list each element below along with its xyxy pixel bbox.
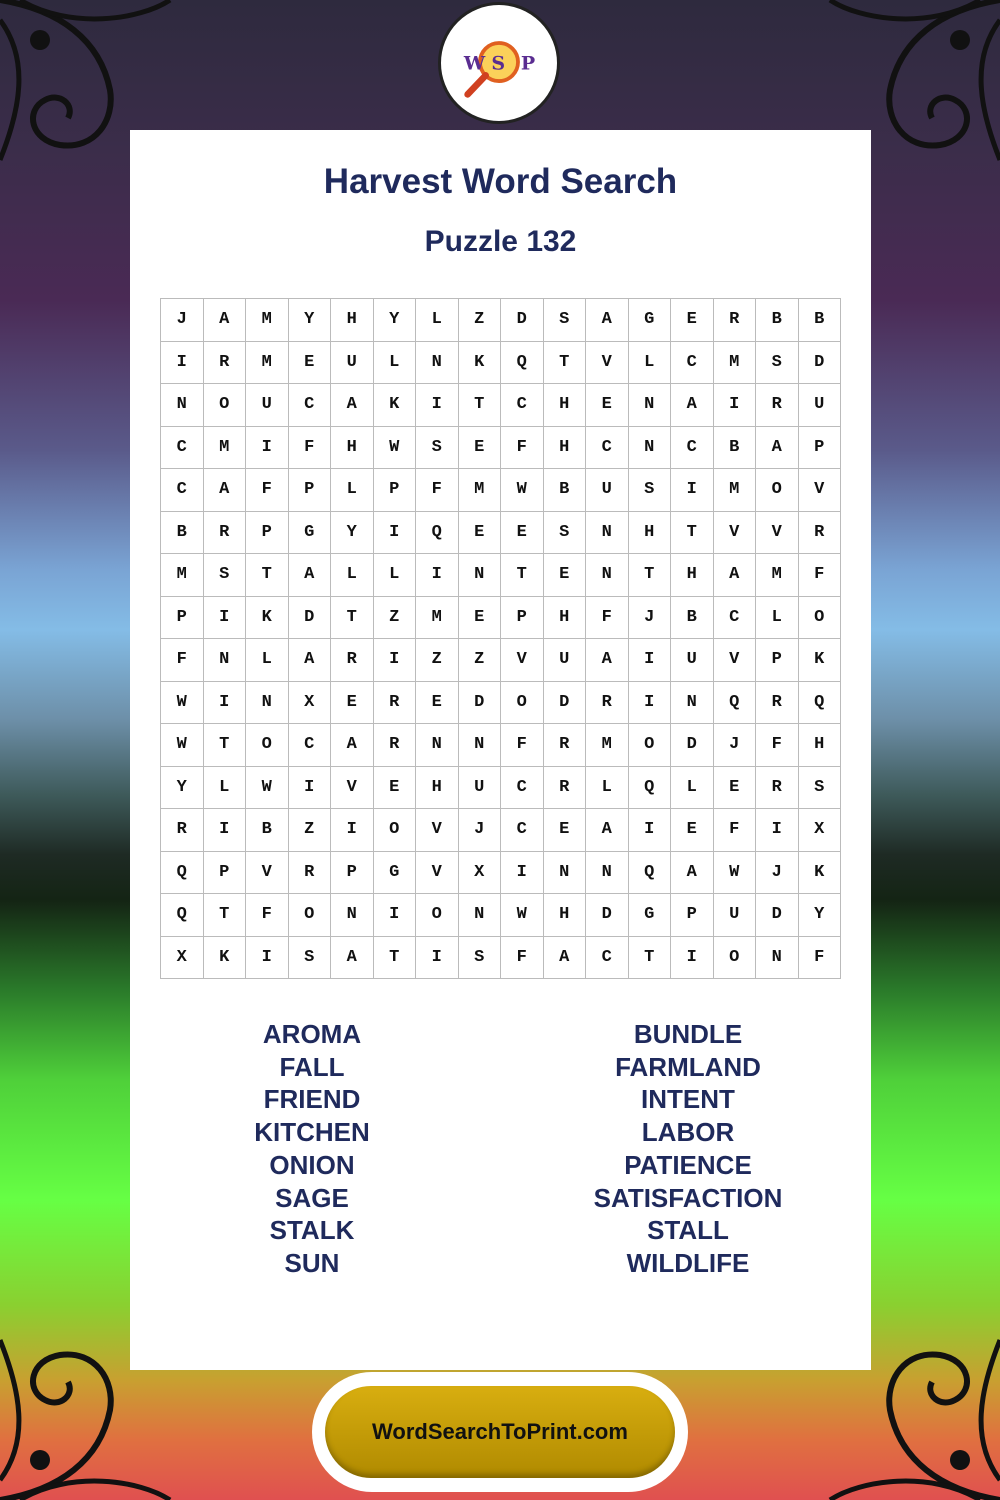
grid-cell[interactable]: S	[459, 937, 502, 980]
word-list-item: FALL	[279, 1051, 345, 1082]
grid-cell[interactable]: N	[246, 682, 289, 725]
grid-cell[interactable]: C	[501, 384, 544, 427]
grid-cell[interactable]: M	[586, 724, 629, 767]
grid-cell[interactable]: B	[671, 597, 714, 640]
grid-cell[interactable]: R	[204, 512, 247, 555]
grid-cell[interactable]: C	[289, 724, 332, 767]
grid-cell[interactable]: L	[374, 554, 417, 597]
grid-cell[interactable]: P	[204, 852, 247, 895]
grid-cell[interactable]: Y	[374, 299, 417, 342]
grid-cell[interactable]: W	[246, 767, 289, 810]
grid-cell[interactable]: M	[459, 469, 502, 512]
grid-cell[interactable]: O	[204, 384, 247, 427]
grid-cell[interactable]: I	[246, 937, 289, 980]
grid-cell[interactable]: N	[459, 724, 502, 767]
grid-cell[interactable]: R	[544, 767, 587, 810]
grid-cell[interactable]: L	[416, 299, 459, 342]
grid-cell[interactable]: Q	[714, 682, 757, 725]
grid-cell[interactable]: P	[374, 469, 417, 512]
grid-cell[interactable]: F	[586, 597, 629, 640]
grid-cell[interactable]: D	[289, 597, 332, 640]
grid-cell[interactable]: G	[289, 512, 332, 555]
grid-cell[interactable]: T	[374, 937, 417, 980]
grid-cell[interactable]: F	[501, 937, 544, 980]
grid-cell[interactable]: W	[714, 852, 757, 895]
grid-cell[interactable]: C	[671, 427, 714, 470]
page-title: Harvest Word Search	[323, 162, 678, 201]
grid-cell[interactable]: M	[714, 342, 757, 385]
grid-cell[interactable]: L	[246, 639, 289, 682]
grid-cell[interactable]: A	[331, 937, 374, 980]
grid-cell[interactable]: Y	[161, 767, 204, 810]
grid-cell[interactable]: K	[799, 639, 842, 682]
grid-cell[interactable]: U	[544, 639, 587, 682]
grid-cell[interactable]: E	[544, 554, 587, 597]
grid-cell[interactable]: J	[459, 809, 502, 852]
word-list-item: AROMA	[262, 1019, 362, 1049]
grid-cell[interactable]: C	[714, 597, 757, 640]
grid-cell[interactable]: E	[586, 384, 629, 427]
grid-cell[interactable]: G	[629, 894, 672, 937]
grid-cell[interactable]: N	[586, 852, 629, 895]
grid-cell[interactable]: N	[671, 682, 714, 725]
grid-cell[interactable]: N	[459, 894, 502, 937]
word-list-item: ONION	[269, 1149, 355, 1180]
website-link-button[interactable]: WordSearchToPrint.com	[325, 1386, 675, 1478]
grid-cell[interactable]: A	[331, 724, 374, 767]
logo-letter-w: W	[463, 52, 486, 75]
grid-cell[interactable]: X	[459, 852, 502, 895]
grid-cell[interactable]: I	[204, 597, 247, 640]
grid-cell[interactable]: O	[416, 894, 459, 937]
grid-cell[interactable]: R	[374, 682, 417, 725]
grid-cell[interactable]: C	[161, 469, 204, 512]
grid-cell[interactable]: O	[246, 724, 289, 767]
grid-cell[interactable]: A	[204, 469, 247, 512]
grid-cell[interactable]: A	[204, 299, 247, 342]
grid-cell[interactable]: C	[501, 767, 544, 810]
grid-cell[interactable]: O	[714, 937, 757, 980]
grid-cell[interactable]: J	[161, 299, 204, 342]
grid-cell[interactable]: L	[756, 597, 799, 640]
grid-cell[interactable]: T	[629, 937, 672, 980]
grid-cell[interactable]: M	[714, 469, 757, 512]
grid-cell[interactable]: F	[246, 894, 289, 937]
grid-cell[interactable]: K	[204, 937, 247, 980]
word-list-item: KITCHEN	[254, 1117, 370, 1148]
grid-cell[interactable]: T	[204, 894, 247, 937]
grid-cell[interactable]: R	[204, 342, 247, 385]
word-list-item: SUN	[284, 1247, 340, 1278]
grid-cell[interactable]: E	[671, 299, 714, 342]
grid-cell[interactable]: I	[416, 937, 459, 980]
grid-cell[interactable]: A	[544, 937, 587, 980]
grid-cell[interactable]: P	[289, 469, 332, 512]
grid-cell[interactable]: B	[246, 809, 289, 852]
grid-cell[interactable]: Z	[416, 639, 459, 682]
grid-cell[interactable]: F	[289, 427, 332, 470]
grid-cell[interactable]: I	[204, 682, 247, 725]
grid-cell[interactable]: V	[756, 512, 799, 555]
grid-cell[interactable]: M	[246, 299, 289, 342]
grid-cell[interactable]: L	[629, 342, 672, 385]
grid-cell[interactable]: R	[756, 767, 799, 810]
grid-cell[interactable]: F	[161, 639, 204, 682]
grid-cell[interactable]: A	[586, 639, 629, 682]
grid-cell[interactable]: B	[161, 512, 204, 555]
grid-cell[interactable]: O	[799, 597, 842, 640]
grid-cell[interactable]: U	[671, 639, 714, 682]
grid-cell[interactable]: V	[416, 852, 459, 895]
grid-cell[interactable]: R	[756, 682, 799, 725]
grid-cell[interactable]: N	[629, 427, 672, 470]
grid-cell[interactable]: L	[331, 469, 374, 512]
grid-cell[interactable]: N	[204, 639, 247, 682]
grid-cell[interactable]: D	[501, 299, 544, 342]
grid-cell[interactable]: Z	[459, 299, 502, 342]
grid-cell[interactable]: H	[544, 384, 587, 427]
grid-cell[interactable]: R	[714, 299, 757, 342]
grid-cell[interactable]: Q	[629, 852, 672, 895]
grid-cell[interactable]: L	[204, 767, 247, 810]
grid-cell[interactable]: E	[544, 809, 587, 852]
grid-cell[interactable]: V	[331, 767, 374, 810]
grid-cell[interactable]: E	[671, 809, 714, 852]
grid-cell[interactable]: Y	[799, 894, 842, 937]
grid-cell[interactable]: Q	[629, 767, 672, 810]
grid-cell[interactable]: M	[416, 597, 459, 640]
grid-cell[interactable]: N	[331, 894, 374, 937]
grid-cell[interactable]: A	[756, 427, 799, 470]
grid-cell[interactable]: H	[331, 427, 374, 470]
grid-cell[interactable]: T	[501, 554, 544, 597]
grid-cell[interactable]: Z	[374, 597, 417, 640]
grid-cell[interactable]: D	[671, 724, 714, 767]
grid-cell[interactable]: W	[501, 469, 544, 512]
grid-cell[interactable]: P	[799, 427, 842, 470]
grid-cell[interactable]: F	[799, 937, 842, 980]
grid-cell[interactable]: T	[671, 512, 714, 555]
grid-cell[interactable]: U	[799, 384, 842, 427]
grid-cell[interactable]: N	[629, 384, 672, 427]
grid-cell[interactable]: M	[756, 554, 799, 597]
grid-cell[interactable]: T	[544, 342, 587, 385]
logo-letter-s: S	[491, 52, 506, 75]
grid-cell[interactable]: E	[374, 767, 417, 810]
grid-cell[interactable]: U	[586, 469, 629, 512]
grid-cell[interactable]: A	[714, 554, 757, 597]
grid-cell[interactable]: D	[756, 894, 799, 937]
grid-cell[interactable]: P	[501, 597, 544, 640]
word-list-item: FARMLAND	[615, 1051, 761, 1082]
grid-cell[interactable]: H	[544, 894, 587, 937]
grid-cell[interactable]: I	[714, 384, 757, 427]
grid-cell[interactable]: U	[331, 342, 374, 385]
grid-cell[interactable]: Q	[161, 852, 204, 895]
grid-cell[interactable]: N	[416, 342, 459, 385]
grid-cell[interactable]: C	[289, 384, 332, 427]
grid-cell[interactable]: I	[629, 639, 672, 682]
grid-cell[interactable]: A	[289, 639, 332, 682]
grid-cell[interactable]: O	[629, 724, 672, 767]
grid-cell[interactable]: L	[586, 767, 629, 810]
grid-cell[interactable]: V	[714, 512, 757, 555]
grid-cell[interactable]: F	[501, 724, 544, 767]
grid-cell[interactable]: F	[501, 427, 544, 470]
grid-cell[interactable]: H	[799, 724, 842, 767]
grid-cell[interactable]: T	[629, 554, 672, 597]
grid-cell[interactable]: N	[544, 852, 587, 895]
grid-cell[interactable]: N	[586, 512, 629, 555]
grid-cell[interactable]: X	[161, 937, 204, 980]
grid-cell[interactable]: E	[459, 597, 502, 640]
grid-cell[interactable]: H	[629, 512, 672, 555]
grid-cell[interactable]: S	[416, 427, 459, 470]
grid-cell[interactable]: Z	[459, 639, 502, 682]
grid-cell[interactable]: O	[289, 894, 332, 937]
grid-cell[interactable]: A	[289, 554, 332, 597]
grid-cell[interactable]: M	[161, 554, 204, 597]
grid-cell[interactable]: F	[416, 469, 459, 512]
grid-cell[interactable]: V	[799, 469, 842, 512]
grid-cell[interactable]: P	[161, 597, 204, 640]
grid-cell[interactable]: T	[331, 597, 374, 640]
grid-cell[interactable]: M	[204, 427, 247, 470]
word-list-item: STALK	[269, 1215, 355, 1246]
grid-cell[interactable]: E	[459, 427, 502, 470]
grid-cell[interactable]: U	[459, 767, 502, 810]
grid-cell[interactable]: S	[756, 342, 799, 385]
grid-cell[interactable]: H	[671, 554, 714, 597]
grid-cell[interactable]: S	[289, 937, 332, 980]
grid-cell[interactable]: T	[246, 554, 289, 597]
grid-cell[interactable]: C	[501, 809, 544, 852]
grid-cell[interactable]: R	[799, 512, 842, 555]
puzzle-number: Puzzle 132	[424, 225, 577, 258]
grid-cell[interactable]: S	[544, 299, 587, 342]
grid-cell[interactable]: W	[161, 682, 204, 725]
grid-cell[interactable]: I	[756, 809, 799, 852]
grid-cell[interactable]: U	[246, 384, 289, 427]
word-list-item: LABOR	[641, 1117, 735, 1148]
word-list-item: INTENT	[641, 1084, 735, 1115]
grid-cell[interactable]: I	[289, 767, 332, 810]
grid-cell[interactable]: G	[374, 852, 417, 895]
grid-cell[interactable]: N	[416, 724, 459, 767]
grid-cell[interactable]: R	[544, 724, 587, 767]
grid-cell[interactable]: F	[714, 809, 757, 852]
grid-cell[interactable]: N	[161, 384, 204, 427]
grid-cell[interactable]: S	[204, 554, 247, 597]
grid-cell[interactable]: I	[161, 342, 204, 385]
grid-cell[interactable]: Q	[161, 894, 204, 937]
word-list-item: WILDLIFE	[626, 1247, 750, 1278]
grid-cell[interactable]: I	[671, 937, 714, 980]
grid-cell[interactable]: K	[374, 384, 417, 427]
grid-cell[interactable]: J	[629, 597, 672, 640]
grid-cell[interactable]: I	[629, 682, 672, 725]
letter-grid	[160, 298, 841, 979]
word-list-left	[162, 1018, 462, 1280]
grid-cell[interactable]: W	[501, 894, 544, 937]
grid-cell[interactable]: Z	[289, 809, 332, 852]
grid-cell[interactable]: I	[204, 809, 247, 852]
puzzle-card	[130, 130, 871, 1370]
grid-cell[interactable]: V	[416, 809, 459, 852]
grid-cell[interactable]: S	[629, 469, 672, 512]
grid-cell[interactable]: A	[586, 299, 629, 342]
grid-cell[interactable]: I	[374, 894, 417, 937]
grid-cell[interactable]: T	[204, 724, 247, 767]
grid-cell[interactable]: V	[501, 639, 544, 682]
grid-cell[interactable]: W	[161, 724, 204, 767]
grid-cell[interactable]: L	[331, 554, 374, 597]
grid-cell[interactable]: P	[246, 512, 289, 555]
grid-cell[interactable]: D	[799, 342, 842, 385]
grid-cell[interactable]: R	[161, 809, 204, 852]
grid-cell[interactable]: H	[331, 299, 374, 342]
word-list-item: BUNDLE	[633, 1019, 743, 1049]
grid-cell[interactable]: Q	[501, 342, 544, 385]
grid-cell[interactable]: B	[799, 299, 842, 342]
grid-cell[interactable]: L	[671, 767, 714, 810]
grid-cell[interactable]: Q	[799, 682, 842, 725]
grid-cell[interactable]: H	[544, 597, 587, 640]
grid-cell[interactable]: I	[331, 809, 374, 852]
grid-cell[interactable]: D	[544, 682, 587, 725]
grid-cell[interactable]: I	[374, 639, 417, 682]
grid-cell[interactable]: G	[629, 299, 672, 342]
grid-cell[interactable]: F	[756, 724, 799, 767]
grid-cell[interactable]: V	[586, 342, 629, 385]
grid-cell[interactable]: E	[331, 682, 374, 725]
grid-cell[interactable]: Y	[331, 512, 374, 555]
grid-cell[interactable]: P	[756, 639, 799, 682]
grid-cell[interactable]: K	[459, 342, 502, 385]
grid-cell[interactable]: I	[416, 384, 459, 427]
grid-cell[interactable]: O	[501, 682, 544, 725]
grid-cell[interactable]: U	[714, 894, 757, 937]
grid-cell[interactable]: C	[161, 427, 204, 470]
grid-cell[interactable]: M	[246, 342, 289, 385]
grid-cell[interactable]: I	[246, 427, 289, 470]
grid-cell[interactable]: P	[331, 852, 374, 895]
grid-cell[interactable]: D	[459, 682, 502, 725]
grid-cell[interactable]: I	[629, 809, 672, 852]
grid-cell[interactable]: A	[331, 384, 374, 427]
grid-cell[interactable]: R	[331, 639, 374, 682]
grid-cell[interactable]: C	[586, 427, 629, 470]
grid-cell[interactable]: V	[246, 852, 289, 895]
grid-cell[interactable]: I	[416, 554, 459, 597]
grid-cell[interactable]: T	[459, 384, 502, 427]
grid-cell[interactable]: R	[374, 724, 417, 767]
grid-cell[interactable]: I	[501, 852, 544, 895]
word-list-right	[538, 1018, 838, 1280]
grid-cell[interactable]: S	[544, 512, 587, 555]
grid-cell[interactable]: C	[671, 342, 714, 385]
grid-cell[interactable]: F	[246, 469, 289, 512]
grid-cell[interactable]: X	[799, 809, 842, 852]
grid-cell[interactable]: A	[671, 384, 714, 427]
grid-cell[interactable]: E	[714, 767, 757, 810]
grid-cell[interactable]: N	[756, 937, 799, 980]
grid-cell[interactable]: H	[416, 767, 459, 810]
grid-cell[interactable]: O	[756, 469, 799, 512]
grid-cell[interactable]: K	[799, 852, 842, 895]
grid-cell[interactable]: L	[374, 342, 417, 385]
grid-cell[interactable]: Y	[289, 299, 332, 342]
word-list-item: PATIENCE	[624, 1149, 752, 1180]
grid-cell[interactable]: A	[586, 809, 629, 852]
word-list-item: STALL	[647, 1215, 729, 1246]
grid-cell[interactable]: R	[289, 852, 332, 895]
grid-cell[interactable]: R	[586, 682, 629, 725]
grid-cell[interactable]: H	[544, 427, 587, 470]
grid-cell[interactable]: O	[374, 809, 417, 852]
grid-cell[interactable]: R	[756, 384, 799, 427]
grid-cell[interactable]: B	[714, 427, 757, 470]
grid-cell[interactable]: J	[756, 852, 799, 895]
grid-cell[interactable]: C	[586, 937, 629, 980]
grid-cell[interactable]: V	[714, 639, 757, 682]
grid-cell[interactable]: I	[374, 512, 417, 555]
grid-cell[interactable]: E	[416, 682, 459, 725]
grid-cell[interactable]: K	[246, 597, 289, 640]
grid-cell[interactable]: E	[289, 342, 332, 385]
word-list-item: SATISFACTION	[593, 1182, 783, 1213]
grid-cell[interactable]: X	[289, 682, 332, 725]
grid-cell[interactable]: B	[544, 469, 587, 512]
grid-cell[interactable]: P	[671, 894, 714, 937]
wsp-logo[interactable]	[438, 2, 560, 124]
word-list-item: SAGE	[275, 1182, 349, 1213]
grid-cell[interactable]: B	[756, 299, 799, 342]
grid-cell[interactable]: D	[586, 894, 629, 937]
word-list-item: FRIEND	[263, 1084, 361, 1115]
grid-cell[interactable]: N	[586, 554, 629, 597]
grid-cell[interactable]: J	[714, 724, 757, 767]
grid-cell[interactable]: Q	[416, 512, 459, 555]
grid-cell[interactable]: E	[501, 512, 544, 555]
grid-cell[interactable]: N	[459, 554, 502, 597]
grid-cell[interactable]: E	[459, 512, 502, 555]
grid-cell[interactable]: W	[374, 427, 417, 470]
grid-cell[interactable]: F	[799, 554, 842, 597]
grid-cell[interactable]: S	[799, 767, 842, 810]
logo-letter-p: P	[520, 52, 536, 75]
grid-cell[interactable]: I	[671, 469, 714, 512]
grid-cell[interactable]: A	[671, 852, 714, 895]
